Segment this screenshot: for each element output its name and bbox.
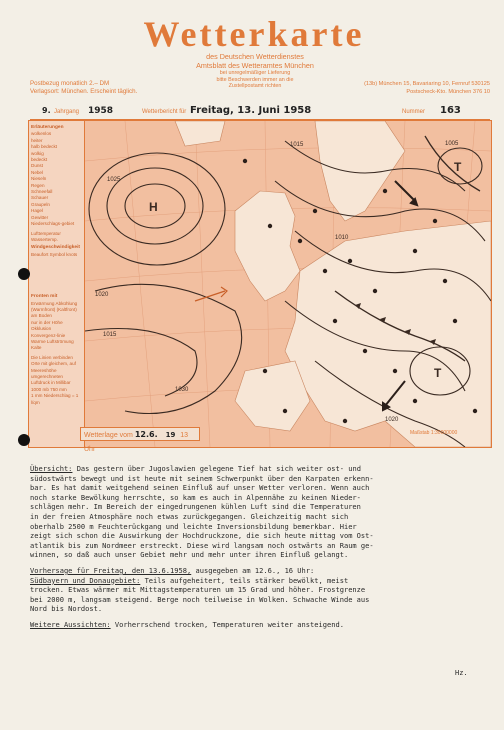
uebersicht-line: atlantik bis zum Nordmeer erstreckt. Diese wird langsam noch ostwärts an Raum ge- (30, 540, 374, 550)
isobar-label: 1030 (175, 387, 189, 393)
legend-item: Niederschlags-gebiet (31, 221, 75, 227)
uebersicht-line: Das gestern über Jugoslawien gelegene Tief hat sich weiter ost- und (76, 464, 361, 473)
low-pressure-label: T (434, 366, 442, 380)
legend-wind-title: Windgeschwindigkeit (31, 245, 80, 251)
subtitle-block (150, 52, 360, 90)
region-line: bei 2000 m, langsam steigend. Berge noch teilweise in Wolken. Schwache Winde aus (30, 594, 370, 604)
verlagsort-text: Verlagsort: München. Erscheint täglich. (30, 88, 138, 95)
legend-item: Graupeln (31, 201, 50, 207)
subtitle-line-1: des Deutschen Wetterdienstes (206, 52, 304, 61)
legend-item: Dunst (31, 163, 44, 169)
isobar-label: 1015 (103, 332, 117, 338)
legend-front-line: am Boden (31, 313, 52, 319)
legend-temp-1: Lufttemperatur (31, 230, 61, 236)
signature: Hz. (455, 669, 468, 677)
subtitle-small-3: Zustellpostamt richten (228, 83, 282, 89)
legend-front-title: Fronten mit (31, 294, 58, 300)
region-line: Teils aufgeheitert, teils stärker bewölkt, meist (144, 575, 349, 585)
legend-mb-line: 1000 mb 750 mm (31, 386, 67, 392)
uebersicht-line: winnen, so daß auch unser Gebiet mehr und mehr unter ihren Einfluß gelangt. (30, 550, 349, 560)
isobar-label: 1025 (107, 177, 121, 183)
legend-front-line: Konvergenz-linie (31, 332, 66, 338)
year-value: 1958 (88, 106, 114, 116)
synoptic-chart (85, 121, 491, 447)
legend-niederschlag: 1 mm Niederschlag = 1 l/qm (31, 393, 79, 405)
vorhersage-label: Vorhersage für Freitag, den 13.6.1958, (30, 565, 192, 575)
legend-item: Hagel (31, 208, 44, 214)
continental-europe (285, 221, 491, 447)
subtitle-small-2: bitte Beschwerden immer an die (216, 76, 294, 83)
legend-item: heiter (31, 137, 43, 143)
iberia (235, 361, 310, 431)
legend-item: Regen (31, 182, 45, 188)
uebersicht-line: schlägen mehr. Im Bereich der eingedrungenen kühlen Luft sind die Temperaturen (30, 502, 361, 512)
issue-date: Freitag, 13. Juni 1958 (190, 105, 312, 116)
map-legend (29, 121, 85, 447)
isobar-label: 1005 (445, 141, 459, 147)
legend-item: Gewitter (31, 214, 49, 220)
address-text: (13b) München 15, Bavariaring 10, Fernruf 530125 (364, 81, 490, 87)
legend-wind-cols: Beaufort Symbol knots (31, 251, 78, 257)
isobar-label: 1010 (335, 235, 349, 241)
scandinavia (315, 121, 405, 221)
uebersicht-line: oberhalb 2500 m Feuchterückgang und leichte Inversionsbildung bemerkbar. Hier (30, 521, 357, 531)
legend-item: Nieseln (31, 176, 47, 182)
region-label: Südbayern und Donaugebiet: (30, 575, 141, 585)
wetterlage-date: 12.6. (134, 430, 158, 439)
low-pressure-label-north: T (454, 160, 462, 174)
wetterlage-time: 19 (165, 431, 176, 439)
punch-hole (18, 434, 30, 446)
vorhersage-rest: ausgegeben am 12.6., 16 Uhr: (195, 565, 315, 575)
uebersicht-line: südostwärts bewegt und ist heute mit seinem Schwerpunkt über den Karpaten erkenn- (30, 473, 374, 483)
british-isles (235, 191, 300, 301)
map-scale: Maßstab 1:30000000 (410, 430, 458, 436)
uebersicht-line: in der freien Atmosphäre noch etwas zurückgegangen. Gleichzeitig macht sich (30, 511, 349, 521)
page-title: Wetterkarte (143, 14, 365, 54)
legend-front-line: Warme Luftströmung (31, 338, 74, 344)
weather-map (28, 120, 492, 448)
aussichten-text: Vorherrschend trocken, Temperaturen weiter ansteigend. (114, 619, 344, 629)
legend-item: halb bedeckt (31, 144, 58, 150)
forecast-text (30, 464, 485, 630)
uebersicht-line: noch starke Bewölkung herrschte, so kam es auch in Alpennähe zu keinen Nieder- (30, 492, 361, 502)
legend-front-line: Kalte (31, 345, 42, 351)
uebersicht-line: zeigt sich schon die Auswirkung der Hochdruckzone, die sich heute mittag vom Ost- (30, 531, 374, 541)
subtitle-small-1: bei unregelmäßiger Lieferung (219, 70, 291, 76)
jahrgang-value: 9. (42, 106, 51, 115)
postscheck-text: Postscheck-Kto. München 376 10 (406, 89, 490, 95)
legend-item: wolkenlos (31, 131, 52, 137)
uebersicht-label: Übersicht: (30, 464, 73, 473)
legend-temp-2: Wassertemp. (31, 236, 58, 242)
subtitle-line-2: Amtsblatt des Wetteramtes München (196, 61, 314, 70)
land-masses (175, 121, 491, 447)
legend-wind-table (31, 258, 82, 292)
legend-bottom-note: Die Linien verbinden Orte mit gleichem, auf Meereshöhe umgerechneten Luftdruck in Millibar (31, 354, 76, 386)
legend-item: Schneefall (31, 189, 53, 195)
greenland-iceland (175, 121, 225, 146)
isobar-label: 1015 (290, 142, 304, 148)
legend-front-line: Erwärmung Abkühlung (31, 300, 78, 306)
legend-item: wolkig (31, 150, 44, 156)
postbezug-text: Postbezug monatlich 2.– DM (30, 80, 110, 87)
isobar-label: 1020 (385, 417, 399, 423)
legend-front-line: nur in der Höhe (31, 319, 63, 325)
high-pressure-label: H (149, 200, 158, 214)
isobar-label: 1020 (95, 292, 109, 298)
legend-title: Erläuterungen (31, 125, 64, 130)
legend-front-line: Okklusion (31, 326, 52, 332)
punch-hole (18, 268, 30, 280)
issue-number: 163 (440, 105, 461, 116)
aussichten-label: Weitere Aussichten: (30, 619, 111, 629)
wetterlage-label: Wetterlage vom (84, 432, 133, 439)
jahrgang-label: Jahrgang (54, 109, 80, 115)
nummer-label: Nummer (402, 109, 426, 115)
legend-item: bedeckt (31, 157, 48, 163)
wetterlage-box (80, 427, 200, 453)
wetterlage-hour: 13 Uhr (84, 432, 189, 453)
subscription-info (30, 80, 170, 96)
wetterbericht-label: Wetterbericht für (142, 109, 187, 115)
region-line: Nord bis Nordost. (30, 604, 103, 614)
uebersicht-line: bar. Es hat damit weitgehend seinen Einfluß auf unser Wetter verloren. Wenn auch (30, 483, 370, 493)
issue-row (30, 104, 490, 120)
legend-front-line: (Warmfront) (Kaltfront) (31, 306, 77, 312)
region-line: trocken. Etwas wärmer mit Mittagstemperaturen um 15 Grad und höher. Frostgrenze (30, 585, 366, 595)
address-info (330, 80, 490, 96)
legend-item: Nebel (31, 169, 44, 175)
legend-item: Schauer (31, 195, 49, 201)
